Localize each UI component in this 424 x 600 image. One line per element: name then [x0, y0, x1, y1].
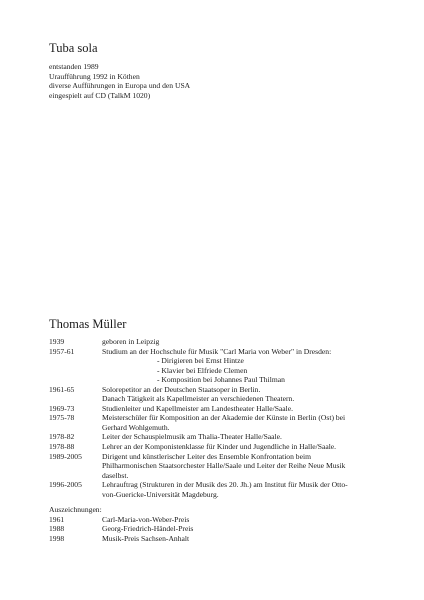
work-info-line: entstanden 1989	[49, 62, 99, 71]
work-info-line: diverse Aufführungen in Europa und den USA	[49, 81, 191, 91]
bio-year: 1989-2005	[49, 451, 82, 461]
bio-text: Meisterschüler für Komposition an der Akademie der Künste in Berlin (Ost) bei	[102, 413, 346, 423]
bio-year: 1978-82	[49, 432, 75, 442]
bio-subitem: - Dirigieren bei Ernst Hintze	[157, 356, 244, 366]
bio-entry	[49, 404, 389, 414]
bio-year: 1975-78	[49, 413, 75, 423]
bio-text: Studienleiter und Kapellmeister am Landestheater Halle/Saale.	[102, 403, 294, 413]
bio-text: Solorepetitor an der Deutschen Staatsoper in Berlin.	[102, 384, 261, 394]
work-info	[49, 62, 190, 100]
bio-text: Lehrer an der Komponistenklasse für Kinder und Jugendliche in Halle/Saale.	[102, 442, 337, 452]
bio-year: 1957-61	[49, 346, 75, 356]
biography-list	[49, 337, 389, 499]
bio-text: geboren in Leipzig	[102, 337, 160, 346]
award-entry	[49, 534, 389, 544]
awards-section	[49, 505, 389, 543]
bio-subitem: - Klavier bei Elfriede Clemen	[157, 365, 248, 375]
award-year: 1988	[49, 524, 65, 534]
bio-text: Lehrauftrag (Strukturen in der Musik des 20. Jh.) am Institut für Musik der Otto-	[102, 480, 348, 490]
bio-entry	[49, 432, 389, 442]
work-info-line: Uraufführung 1992 in Köthen	[49, 71, 140, 81]
bio-entry	[49, 480, 389, 499]
bio-entry	[49, 337, 389, 347]
bio-year: 1939	[49, 337, 65, 346]
bio-text: Philharmonischen Staatsorchester Halle/Saale und Leiter der Reihe Neue Musik	[102, 461, 346, 471]
bio-year: 1961-65	[49, 384, 75, 394]
bio-entry	[49, 452, 389, 481]
bio-text: Danach Tätigkeit als Kapellmeister an verschiedenen Theatern.	[102, 394, 295, 404]
award-entry	[49, 515, 389, 525]
award-text: Georg-Friedrich-Händel-Preis	[102, 524, 194, 534]
bio-entry	[49, 347, 389, 385]
bio-entry	[49, 442, 389, 452]
awards-heading: Auszeichnungen:	[49, 505, 102, 514]
award-text: Musik-Preis Sachsen-Anhalt	[102, 533, 190, 543]
award-year: 1961	[49, 514, 65, 524]
bio-year: 1978-88	[49, 442, 75, 452]
composer-name: Thomas Müller	[49, 317, 127, 331]
bio-text: daselbst.	[102, 470, 129, 480]
bio-text: Gerhard Wohlgemuth.	[102, 422, 170, 432]
bio-text: von-Guericke-Universität Magdeburg.	[102, 489, 219, 499]
bio-subitem: - Komposition bei Johannes Paul Thilman	[157, 375, 285, 385]
award-year: 1998	[49, 533, 65, 543]
award-text: Carl-Maria-von-Weber-Preis	[102, 514, 190, 524]
bio-text: Studium an der Hochschule für Musik "Carl Maria von Weber" in Dresden:	[102, 346, 332, 356]
award-entry	[49, 524, 389, 534]
bio-entry	[49, 413, 389, 432]
bio-year: 1969-73	[49, 403, 75, 413]
work-info-line: eingespielt auf CD (TalkM 1020)	[49, 90, 151, 100]
bio-text: Dirigent und künstlerischer Leiter des Ensemble Konfrontation beim	[102, 451, 311, 461]
work-title: Tuba sola	[49, 41, 98, 55]
bio-year: 1996-2005	[49, 480, 82, 490]
bio-entry	[49, 385, 389, 404]
bio-text: Leiter der Schauspielmusik am Thalia-Theater Halle/Saale.	[102, 432, 282, 442]
